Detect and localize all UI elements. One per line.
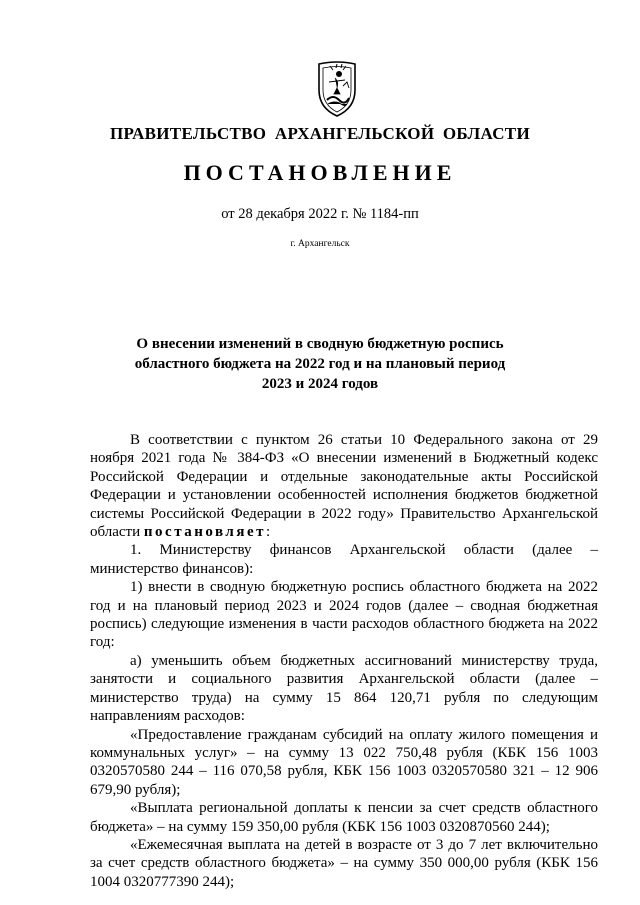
title-line-3: 2023 и 2024 годов: [261, 376, 379, 392]
title-line-2: областного бюджета на 2022 год и на плановый период: [134, 356, 506, 372]
expense-item-housing: «Предоставление гражданам субсидий на оплату жилого помещения и коммунальных услуг» – на сумму 13 022 750,48 рубля (КБК 156 1003 0320570580 244 – 116 070,58 рубля, КБК 156 1003 0320570580 321 – 12 906 679,90 рубля);: [90, 726, 598, 798]
city: г. Архангельск: [290, 239, 350, 249]
preamble-end: :: [266, 524, 271, 541]
preamble-paragraph: [90, 431, 598, 541]
document-body: [90, 431, 598, 891]
decrees-word: постановляет: [143, 524, 266, 541]
preamble-text: В соответствии с пунктом 26 статьи 10 Федерального закона от 29 ноября 2021 года № 384-ФЗ «О внесении изменений в Бюджетный кодекс Российской Федерации и отдельные законодательные акты Российской Федерации и установлении особенностей исполнения бюджетов бюджетной системы Российской Федерации в 2022 году» Правительство Архангельской области: [90, 432, 598, 541]
government-name: ПРАВИТЕЛЬСТВО АРХАНГЕЛЬСКОЙ ОБЛАСТИ: [110, 124, 530, 143]
expense-item-children: «Ежемесячная выплата на детей в возрасте от 3 до 7 лет включительно за счет средств областного бюджета» – на сумму 350 000,00 рубля (КБК 156 1004 0320777390 244);: [90, 836, 598, 890]
expense-item-pension: «Выплата региональной доплаты к пенсии за счет средств областного бюджета» – на сумму 159 350,00 рубля (КБК 156 1003 0320870560 244);: [90, 800, 598, 835]
paragraph-1-1: 1) внести в сводную бюджетную роспись областного бюджета на 2022 год и на плановый период 2023 и 2024 годов (далее – сводная бюджетная роспись) следующие изменения в части расходов областного бюджета на 2022 год:: [90, 579, 598, 651]
coat-of-arms-icon: [313, 60, 361, 118]
paragraph-1: 1. Министерству финансов Архангельской области (далее – министерство финансов):: [90, 542, 598, 577]
document-title: [0, 334, 640, 394]
paragraph-1-1-a: а) уменьшить объем бюджетных ассигнований министерству труда, занятости и социального развития Архангельской области (далее – министерство труда) на сумму 15 864 120,71 рубля по следующим направлениям расходов:: [90, 652, 598, 725]
decree-date-number: от 28 декабря 2022 г. № 1184-пп: [221, 206, 419, 222]
title-line-1: О внесении изменений в сводную бюджетную роспись: [136, 336, 504, 352]
document-type: ПОСТАНОВЛЕНИЕ: [183, 160, 457, 185]
